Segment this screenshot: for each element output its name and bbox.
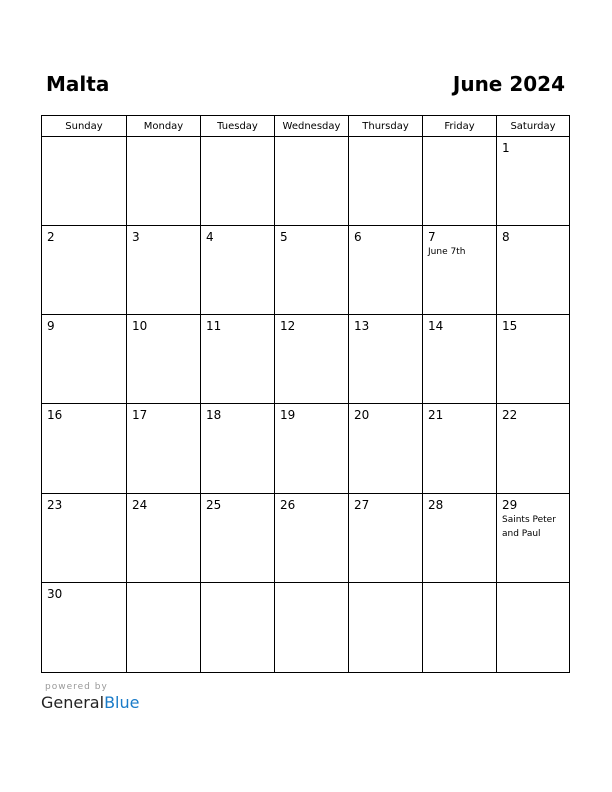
day-number: 8: [502, 230, 510, 245]
day-cell[interactable]: [42, 404, 127, 493]
day-number: 23: [47, 497, 63, 512]
day-number: 27: [354, 497, 370, 512]
country-title: Malta: [46, 72, 110, 96]
day-cell[interactable]: [349, 226, 423, 315]
day-cell[interactable]: [127, 137, 201, 226]
day-cell[interactable]: [349, 137, 423, 226]
day-cell[interactable]: [423, 315, 497, 404]
day-cell[interactable]: [423, 494, 497, 583]
day-cell[interactable]: [127, 315, 201, 404]
day-cell[interactable]: [275, 226, 349, 315]
calendar-grid: [41, 115, 570, 673]
weekday-header-sunday: Sunday: [42, 116, 127, 137]
day-number: 1: [502, 141, 510, 155]
weekday-header-tuesday: Tuesday: [201, 116, 275, 137]
day-number: 28: [428, 497, 444, 512]
day-number: 16: [47, 408, 63, 423]
day-number: 5: [280, 230, 288, 245]
day-cell[interactable]: [497, 404, 569, 493]
day-cell[interactable]: [201, 494, 275, 583]
generalblue-logo[interactable]: [41, 693, 139, 713]
day-cell[interactable]: [201, 226, 275, 315]
day-number: 30: [47, 586, 63, 601]
powered-by-label: powered by: [45, 682, 108, 692]
day-number: 19: [280, 408, 296, 423]
day-number: 26: [280, 497, 296, 512]
day-number: 4: [206, 230, 214, 245]
day-number: 29: [502, 497, 518, 512]
holiday-label: June 7th: [428, 247, 466, 258]
day-number: 9: [47, 319, 55, 334]
day-cell[interactable]: [127, 404, 201, 493]
weekday-header-monday: Monday: [127, 116, 201, 137]
day-number: 12: [280, 319, 296, 334]
day-cell[interactable]: [423, 404, 497, 493]
day-number: 11: [206, 319, 222, 334]
day-cell[interactable]: [42, 583, 127, 672]
holiday-label: Saints Peter and Paul: [502, 514, 556, 539]
day-number: 14: [428, 319, 444, 334]
day-cell[interactable]: [201, 404, 275, 493]
day-cell[interactable]: [42, 494, 127, 583]
day-cell[interactable]: [275, 137, 349, 226]
day-cell[interactable]: [127, 583, 201, 672]
day-number: 18: [206, 408, 222, 423]
day-cell[interactable]: [497, 315, 569, 404]
day-cell[interactable]: [201, 315, 275, 404]
day-cell[interactable]: [127, 494, 201, 583]
day-cell[interactable]: [497, 137, 569, 226]
day-cell[interactable]: [275, 315, 349, 404]
day-number: 13: [354, 319, 370, 334]
day-cell[interactable]: [423, 137, 497, 226]
day-number: 6: [354, 230, 362, 245]
day-cell[interactable]: [497, 226, 569, 315]
day-cell[interactable]: [127, 226, 201, 315]
day-number: 25: [206, 497, 222, 512]
day-cell[interactable]: [275, 404, 349, 493]
brand-blue-text: Blue: [104, 693, 140, 712]
day-number: 10: [132, 319, 148, 334]
brand-general-text: General: [41, 693, 105, 712]
day-cell[interactable]: [497, 583, 569, 672]
weekday-header-saturday: Saturday: [497, 116, 569, 137]
day-cell[interactable]: [497, 494, 569, 583]
day-cell[interactable]: [201, 583, 275, 672]
day-cell[interactable]: [275, 583, 349, 672]
day-cell[interactable]: [349, 315, 423, 404]
month-year-title: June 2024: [452, 72, 565, 96]
day-number: 24: [132, 497, 148, 512]
weekday-header-friday: Friday: [423, 116, 497, 137]
day-number: 7: [428, 230, 436, 245]
day-cell[interactable]: [42, 315, 127, 404]
day-cell[interactable]: [349, 583, 423, 672]
day-number: 20: [354, 408, 370, 423]
day-number: 2: [47, 230, 55, 245]
day-number: 3: [132, 230, 140, 245]
day-cell[interactable]: [201, 137, 275, 226]
day-cell[interactable]: [349, 404, 423, 493]
day-cell[interactable]: [275, 494, 349, 583]
day-cell[interactable]: [42, 137, 127, 226]
weekday-header-thursday: Thursday: [349, 116, 423, 137]
weekday-header-wednesday: Wednesday: [275, 116, 349, 137]
day-number: 15: [502, 319, 518, 334]
day-number: 21: [428, 408, 444, 423]
day-number: 17: [132, 408, 148, 423]
day-cell[interactable]: [423, 583, 497, 672]
day-number: 22: [502, 408, 518, 423]
day-cell[interactable]: [423, 226, 497, 315]
day-cell[interactable]: [349, 494, 423, 583]
day-cell[interactable]: [42, 226, 127, 315]
